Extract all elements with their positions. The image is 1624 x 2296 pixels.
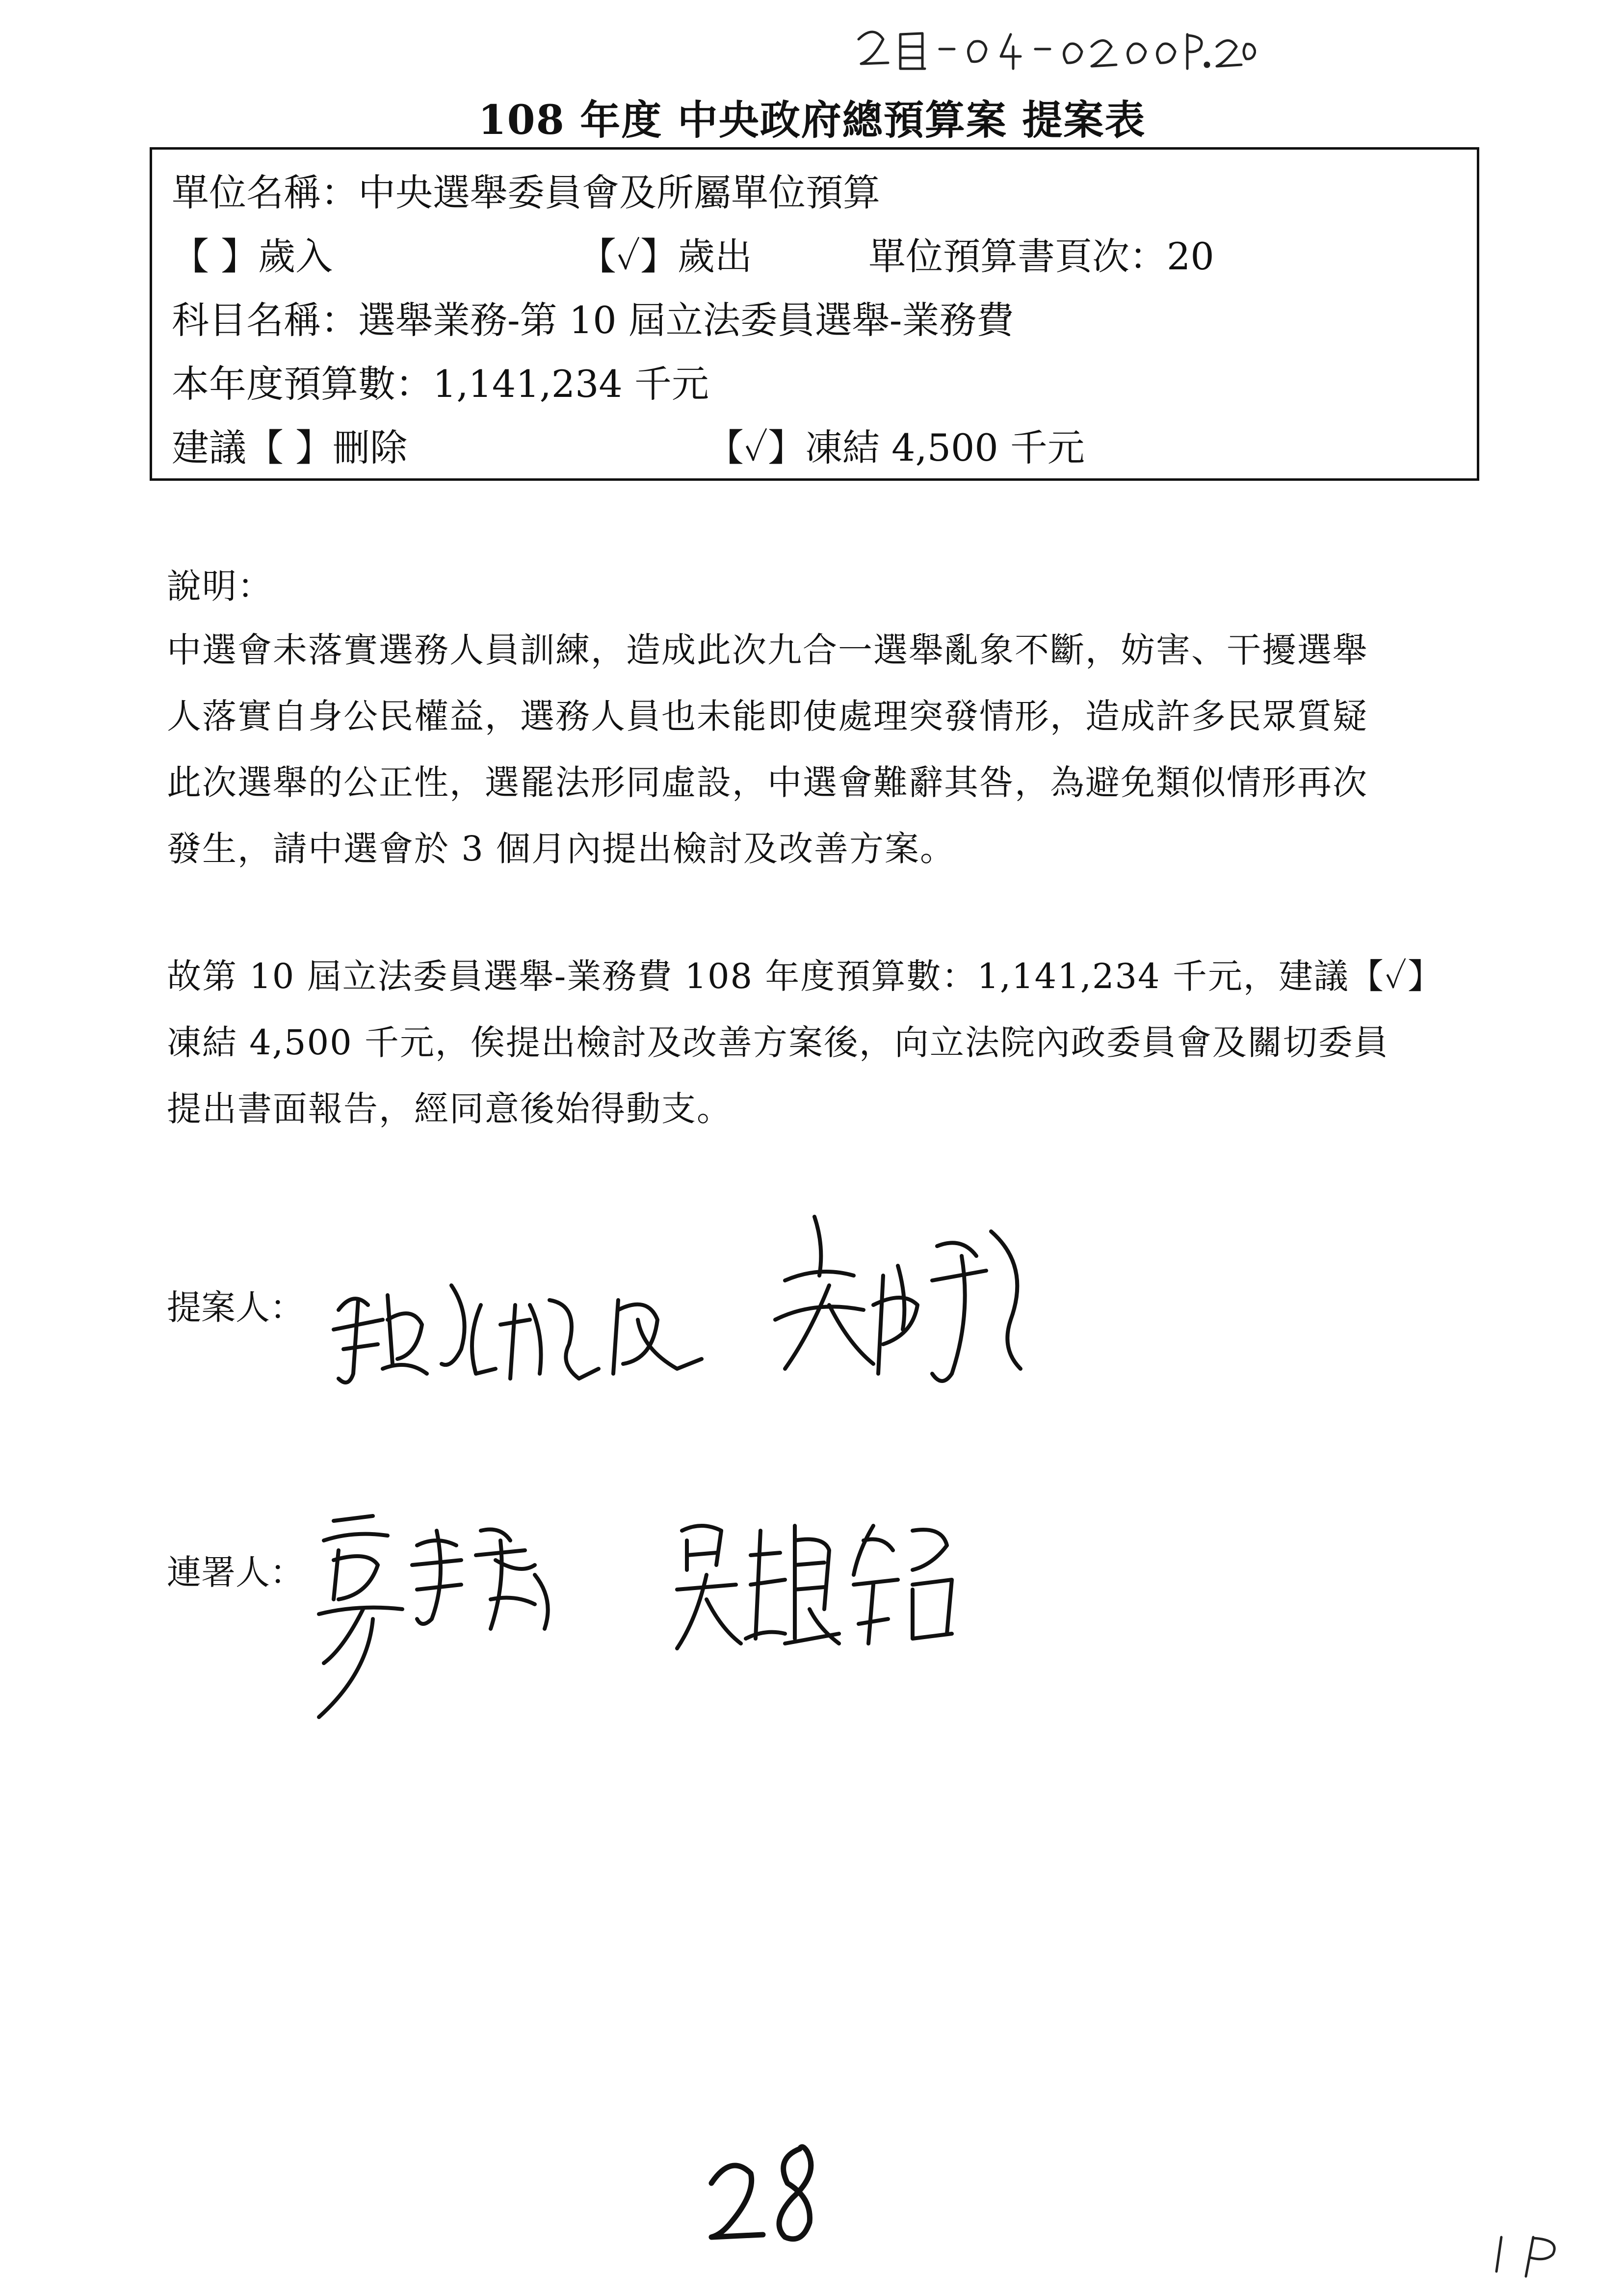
delete-option: 建議【 】刪除 [172, 426, 408, 470]
conclusion-line-2: 凍結 4,500 千元，俟提出檢討及改善方案後，向立法院內政委員會及關切委員 [167, 1022, 1389, 1063]
explanation-line-4: 發生，請中選會於 3 個月內提出檢討及改善方案。 [167, 829, 956, 869]
proposer-signature-2 [756, 1207, 1050, 1403]
conclusion-line-3: 提出書面報告，經同意後始得動支。 [167, 1089, 732, 1129]
account-name: 科目名稱：選舉業務-第 10 屆立法委員選舉-業務費 [172, 298, 1014, 342]
explanation-line-3: 此次選舉的公正性，選罷法形同虛設，中選會難辭其咎，為避免類似情形再次 [167, 762, 1368, 803]
budget-type-row [172, 235, 1447, 278]
handwritten-header-note [854, 20, 1256, 74]
proposer-label: 提案人： [167, 1287, 304, 1328]
handwritten-page-number [702, 2139, 839, 2252]
budget-amount: 本年度預算數：1,141,234 千元 [172, 362, 709, 406]
cosigner-signature-2 [667, 1511, 971, 1658]
cosigner-label: 連署人： [167, 1552, 304, 1592]
revenue-option: 【 】歲入 [172, 235, 333, 278]
proposer-signature-1 [324, 1246, 726, 1413]
explanation-line-1: 中選會未落實選務人員訓練，造成此次九合一選舉亂象不斷，妨害、干擾選舉 [167, 630, 1368, 670]
recommendation-row [172, 426, 1447, 470]
handwritten-corner-note [1487, 2227, 1585, 2281]
proposal-info-box [150, 147, 1479, 481]
cosigner-signature-1 [304, 1501, 608, 1737]
page-reference: 單位預算書頁次：20 [868, 235, 1214, 278]
explanation-heading: 說明： [167, 566, 273, 606]
explanation-line-2: 人落實自身公民權益，選務人員也未能即使處理突發情形，造成許多民眾質疑 [167, 696, 1368, 736]
expense-option: 【✓】歲出 [579, 235, 753, 278]
unit-name: 單位名稱：中央選舉委員會及所屬單位預算 [172, 171, 880, 214]
freeze-option: 【✓】凍結 4,500 千元 [707, 426, 1085, 470]
page-title: 108 年度 中央政府總預算案 提案表 [478, 97, 1146, 144]
conclusion-line-1: 故第 10 屆立法委員選舉-業務費 108 年度預算數：1,141,234 千元，建議【✓】 [167, 956, 1443, 996]
